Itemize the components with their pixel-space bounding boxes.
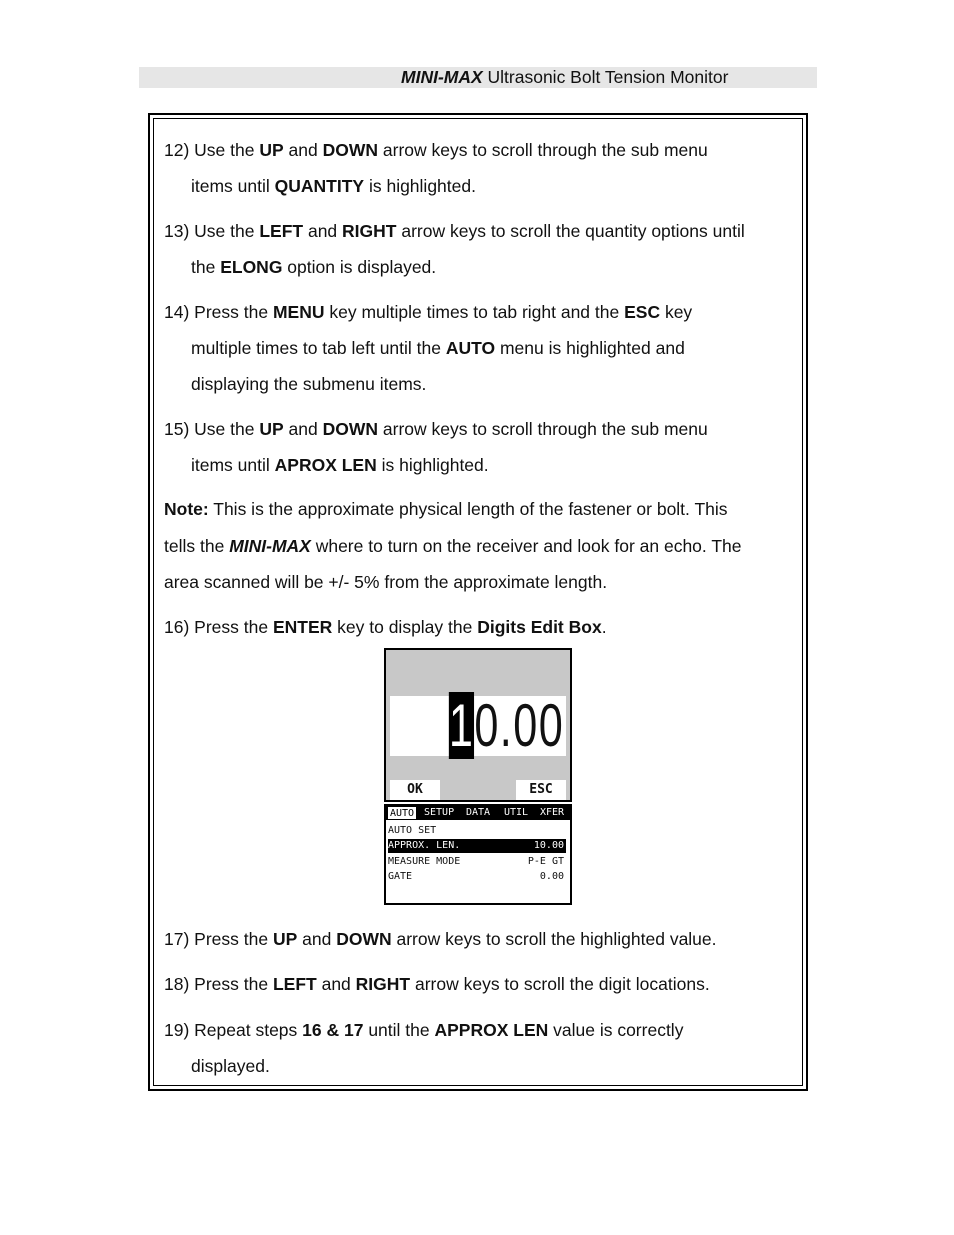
tab-xfer: XFER: [540, 807, 565, 818]
digit-cursor: 1: [448, 692, 475, 759]
device-menu-screen: [384, 804, 572, 905]
digits-value: 10.00: [448, 692, 564, 759]
step-15: 15) Use the UP and DOWN arrow keys to scroll through the sub menu items until APROX LEN is highlighted.: [164, 419, 708, 475]
step-18: 18) Press the LEFT and RIGHT arrow keys to scroll the digit locations.: [164, 974, 710, 994]
step-16: 16) Press the ENTER key to display the Digits Edit Box.: [164, 617, 607, 637]
ok-softkey: OK: [390, 780, 440, 800]
step-19: 19) Repeat steps 16 & 17 until the APPROX LEN value is correctly displayed.: [164, 1020, 684, 1076]
page-header: [139, 67, 817, 88]
menu-row-measure-mode: MEASURE MODE P-E GT: [388, 856, 564, 867]
header-title: MINI-MAX Ultrasonic Bolt Tension Monitor: [401, 67, 729, 87]
menu-row-approx-len: APPROX. LEN. 10.00: [388, 840, 564, 851]
digits-edit-box-screen: [384, 648, 572, 802]
tab-util: UTIL: [504, 807, 529, 818]
esc-softkey: ESC: [516, 780, 566, 800]
step-13: 13) Use the LEFT and RIGHT arrow keys to scroll the quantity options until the ELONG option is displayed.: [164, 221, 745, 277]
tab-auto: AUTO: [387, 806, 417, 820]
menu-row-auto-set: AUTO SET: [388, 825, 437, 836]
step-17: 17) Press the UP and DOWN arrow keys to scroll the highlighted value.: [164, 929, 717, 949]
menu-tabs: [386, 806, 570, 820]
value-display: [390, 692, 566, 759]
note-paragraph: Note: This is the approximate physical length of the fastener or bolt. This tells the MINI-MAX where to turn on the receiver and look for an echo. The area scanned will be +/- 5% from the approximate length.: [164, 499, 742, 592]
tab-data: DATA: [466, 807, 491, 818]
menu-row-gate: GATE 0.00: [388, 871, 564, 882]
step-14: 14) Press the MENU key multiple times to tab right and the ESC key multiple times to tab left until the AUTO menu is highlighted and displaying the submenu items.: [164, 302, 693, 394]
step-12: 12) Use the UP and DOWN arrow keys to scroll through the sub menu items until QUANTITY is highlighted.: [164, 140, 708, 196]
tab-setup: SETUP: [424, 807, 455, 818]
